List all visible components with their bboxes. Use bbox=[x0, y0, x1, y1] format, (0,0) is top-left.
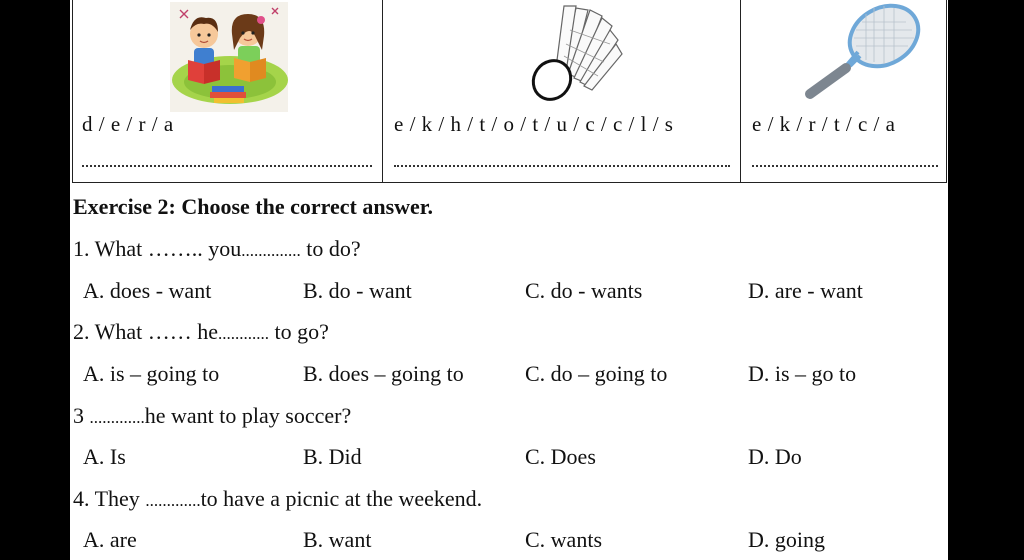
blank[interactable]: …….. bbox=[147, 236, 203, 261]
option-a[interactable]: A. are bbox=[83, 527, 137, 552]
table-divider bbox=[72, 0, 73, 183]
option-c[interactable]: C. do - wants bbox=[525, 278, 643, 303]
answer-blank-1[interactable] bbox=[82, 165, 372, 167]
option-b[interactable]: B. do - want bbox=[303, 278, 412, 303]
question-text: 4. They bbox=[73, 486, 146, 511]
blank[interactable]: ............. bbox=[89, 408, 145, 427]
question-2 bbox=[73, 319, 329, 345]
question-text: 2. What bbox=[73, 319, 148, 344]
question-4 bbox=[73, 486, 482, 512]
children-reading-icon bbox=[168, 2, 292, 117]
question-3 bbox=[73, 403, 351, 429]
blank[interactable]: ............. bbox=[145, 491, 201, 510]
table-divider bbox=[946, 0, 947, 183]
worksheet bbox=[70, 0, 948, 560]
option-b[interactable]: B. want bbox=[303, 527, 372, 552]
scrambled-word-3: e / k / r / t / c / a bbox=[752, 112, 896, 136]
blank[interactable]: …… bbox=[147, 319, 192, 344]
question-text: to do? bbox=[300, 236, 361, 261]
question-text: to go? bbox=[269, 319, 329, 344]
question-text: to have a picnic at the weekend. bbox=[200, 486, 483, 511]
answer-blank-2[interactable] bbox=[394, 165, 730, 167]
exercise-title: Exercise 2: Choose the correct answer. bbox=[73, 194, 434, 219]
question-text: he bbox=[191, 319, 219, 344]
option-c[interactable]: C. wants bbox=[525, 527, 602, 552]
option-b[interactable]: B. Did bbox=[303, 444, 362, 469]
option-a[interactable]: A. does - want bbox=[83, 278, 212, 303]
option-a[interactable]: A. Is bbox=[83, 444, 126, 469]
blank[interactable]: ............ bbox=[218, 324, 270, 343]
option-c[interactable]: C. do – going to bbox=[525, 361, 668, 386]
question-1 bbox=[73, 236, 361, 262]
option-d[interactable]: D. is – go to bbox=[748, 361, 857, 386]
scrambled-word-2: e / k / h / t / o / t / u / c / c / l / s bbox=[394, 112, 674, 136]
shuttlecock-icon bbox=[506, 0, 626, 109]
answer-blank-3[interactable] bbox=[752, 165, 938, 167]
option-d[interactable]: D. are - want bbox=[748, 278, 863, 303]
table-divider bbox=[740, 0, 741, 183]
option-c[interactable]: C. Does bbox=[525, 444, 596, 469]
question-text: 1. What bbox=[73, 236, 148, 261]
question-text: he want to play soccer? bbox=[144, 403, 352, 428]
question-text: you bbox=[202, 236, 242, 261]
option-d[interactable]: D. Do bbox=[748, 444, 802, 469]
scrambled-word-1: d / e / r / a bbox=[82, 112, 174, 136]
option-d[interactable]: D. going bbox=[748, 527, 825, 552]
question-text: 3 bbox=[73, 403, 90, 428]
option-b[interactable]: B. does – going to bbox=[303, 361, 464, 386]
option-a[interactable]: A. is – going to bbox=[83, 361, 220, 386]
table-divider bbox=[382, 0, 383, 183]
badminton-racket-icon bbox=[776, 0, 926, 109]
blank[interactable]: .............. bbox=[241, 241, 301, 260]
table-bottom-border bbox=[72, 182, 947, 183]
